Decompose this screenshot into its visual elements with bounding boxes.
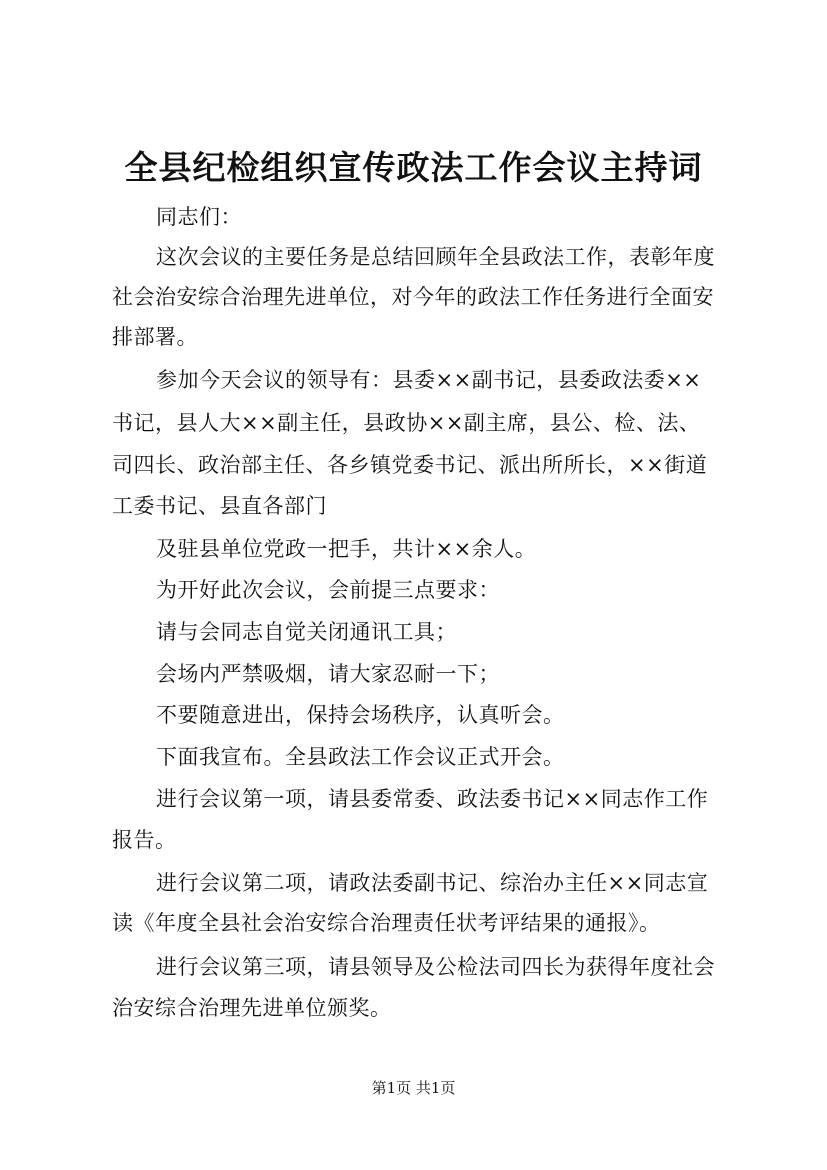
paragraph-line: 下面我宣布。全县政法工作会议正式开会。 <box>156 745 565 769</box>
paragraph-line: 排部署。 <box>112 325 198 349</box>
paragraph-line: 进行会议第二项，请政法委副书记、综治办主任××同志宣 <box>156 871 709 895</box>
paragraph-line: 读《年度全县社会治安综合治理责任状考评结果的通报》。 <box>112 911 661 935</box>
paragraph-line: 会场内严禁吸烟，请大家忍耐一下； <box>156 662 500 686</box>
paragraph-line: 参加今天会议的领导有：县委××副书记，县委政法委×× <box>156 368 702 392</box>
paragraph-line: 治安综合治理先进单位颁奖。 <box>112 996 392 1020</box>
document-title: 全县纪检组织宣传政法工作会议主持词 <box>124 148 703 187</box>
paragraph-line: 请与会同志自觉关闭通讯工具； <box>156 620 457 644</box>
salutation: 同志们： <box>156 205 242 229</box>
paragraph-line: 进行会议第一项，请县委常委、政法委书记××同志作工作 <box>156 787 709 811</box>
paragraph-line: 社会治安综合治理先进单位，对今年的政法工作任务进行全面安 <box>112 285 714 309</box>
paragraph-line: 司四长、政治部主任、各乡镇党委书记、派出所所长，××街道 <box>112 453 708 477</box>
paragraph-line: 及驻县单位党政一把手，共计××余人。 <box>156 537 537 561</box>
paragraph-line: 进行会议第三项，请县领导及公检法司四长为获得年度社会 <box>156 955 715 979</box>
paragraph-line: 报告。 <box>112 828 177 852</box>
paragraph-line: 书记，县人大××副主任，县政协××副主席，县公、检、法、 <box>112 411 701 435</box>
page-number-footer: 第1页 共1页 <box>371 1079 456 1097</box>
paragraph-line: 为开好此次会议，会前提三点要求： <box>156 578 500 602</box>
paragraph-line: 这次会议的主要任务是总结回顾年全县政法工作，表彰年度 <box>156 245 715 269</box>
paragraph-line: 不要随意进出，保持会场秩序，认真听会。 <box>156 703 565 727</box>
paragraph-line: 工委书记、县直各部门 <box>112 494 327 518</box>
